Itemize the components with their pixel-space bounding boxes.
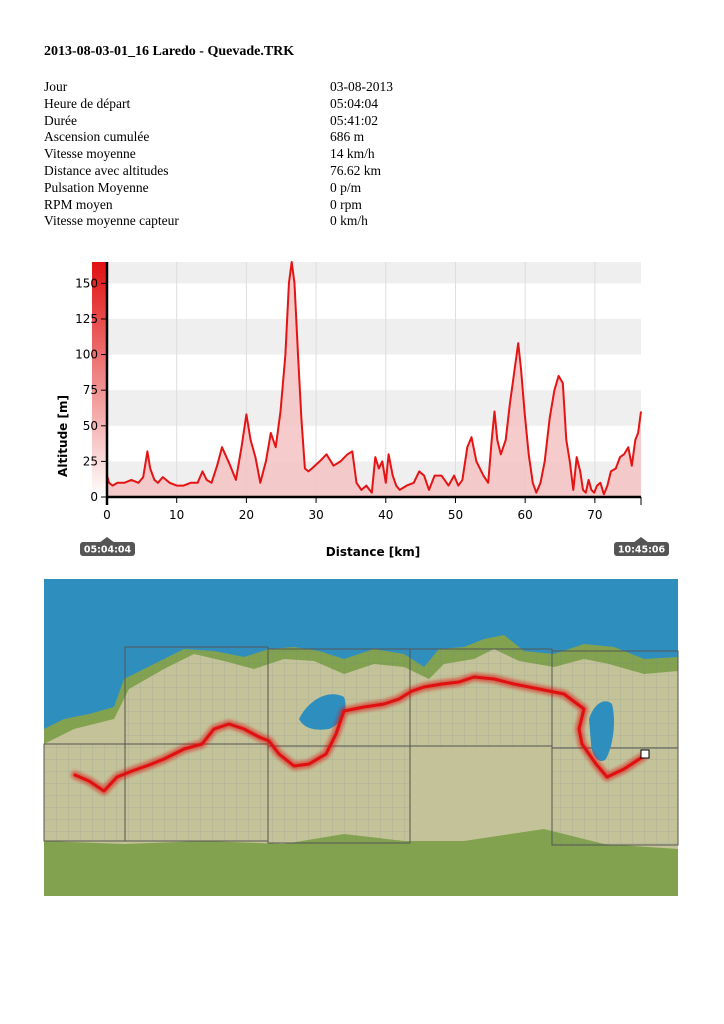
stat-label: Pulsation Moyenne xyxy=(44,179,149,195)
y-tick-label: 0 xyxy=(90,490,98,504)
y-tick-label: 75 xyxy=(82,383,98,398)
stat-row xyxy=(44,96,474,113)
stat-row xyxy=(44,129,474,146)
y-tick-label: 125 xyxy=(75,311,98,326)
x-tick-label: 70 xyxy=(587,508,603,522)
stat-value: 14 km/h xyxy=(330,146,375,162)
end-time-label: 10:45:06 xyxy=(617,544,666,556)
x-tick-label: 40 xyxy=(378,508,394,522)
stat-label: RPM moyen xyxy=(44,196,113,212)
map-tile xyxy=(552,748,678,845)
x-tick-label: 20 xyxy=(238,508,255,522)
x-axis-label: Distance [km] xyxy=(325,545,421,559)
y-tick-label: 50 xyxy=(82,418,98,433)
x-tick-label: 10 xyxy=(169,508,185,522)
page-title: 2013-08-03-01_16 Laredo - Quevade.TRK xyxy=(44,44,295,59)
x-tick-label: 30 xyxy=(308,508,324,522)
stat-label: Distance avec altitudes xyxy=(44,162,169,178)
stat-value: 0 p/m xyxy=(330,179,362,195)
stat-row xyxy=(44,146,474,163)
map-tile xyxy=(410,649,552,746)
stats-table xyxy=(44,79,474,230)
stat-value: 686 m xyxy=(330,129,365,145)
x-tick-label: 50 xyxy=(447,508,464,522)
y-tick-label: 100 xyxy=(75,347,98,362)
route-map xyxy=(44,579,678,896)
end-time-marker xyxy=(614,537,669,556)
stat-value: 76.62 km xyxy=(330,162,382,178)
stat-label: Durée xyxy=(44,112,77,128)
stat-row xyxy=(44,213,474,230)
stat-label: Heure de départ xyxy=(44,95,131,111)
stat-label: Jour xyxy=(44,79,68,94)
y-tick-label: 150 xyxy=(75,276,98,291)
stat-row xyxy=(44,197,474,214)
grid-band xyxy=(107,262,641,283)
map-tile xyxy=(44,744,125,841)
start-time-marker xyxy=(80,537,135,556)
stat-label: Vitesse moyenne xyxy=(44,146,136,162)
map-tile xyxy=(125,744,268,841)
stat-label: Vitesse moyenne capteur xyxy=(44,213,179,229)
stat-value: 0 km/h xyxy=(330,213,368,229)
stat-row xyxy=(44,113,474,130)
stat-label: Ascension cumulée xyxy=(44,129,150,145)
stat-value: 0 rpm xyxy=(330,196,362,212)
stat-value: 05:41:02 xyxy=(330,112,379,128)
altitude-chart xyxy=(40,250,666,570)
x-tick-label: 60 xyxy=(517,508,533,522)
y-tick-label: 25 xyxy=(82,454,98,469)
stat-value: 03-08-2013 xyxy=(330,79,393,94)
x-tick-label: 0 xyxy=(103,508,111,522)
route-end-marker xyxy=(641,750,649,758)
stat-row xyxy=(44,180,474,197)
stat-row xyxy=(44,163,474,180)
grid-band xyxy=(107,319,641,355)
stat-value: 05:04:04 xyxy=(330,95,379,111)
start-time-label: 05:04:04 xyxy=(83,544,132,556)
stat-row xyxy=(44,79,474,96)
y-axis-label: Altitude [m] xyxy=(56,395,70,477)
